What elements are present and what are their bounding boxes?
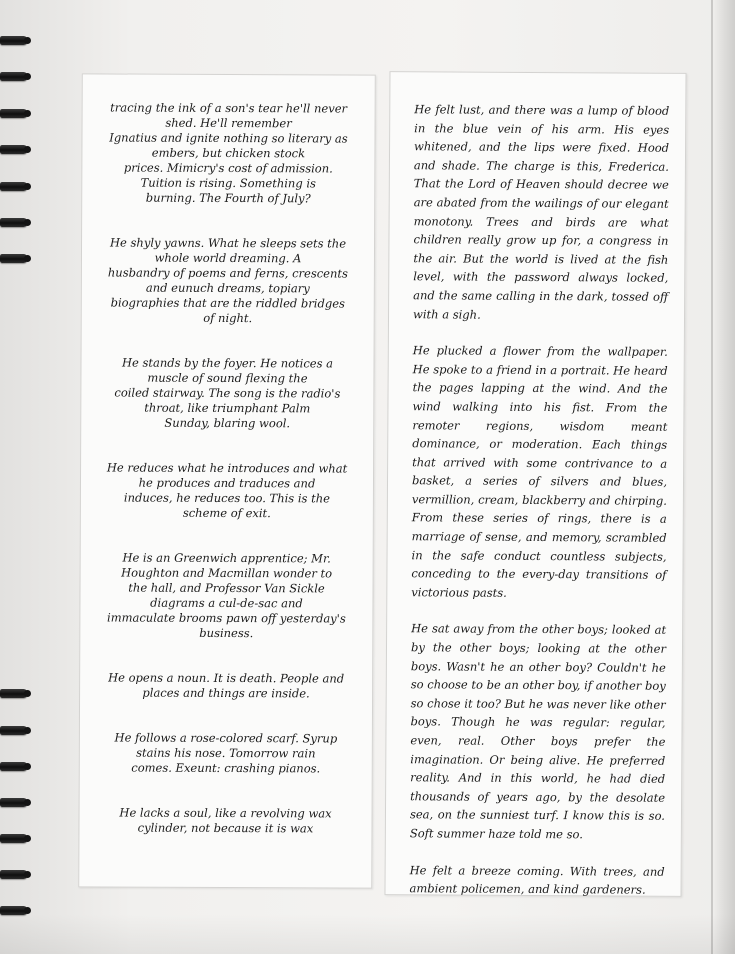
spiral-ring — [0, 218, 28, 227]
poem-line: He shyly yawns. What he sleeps sets the whole world dreaming. A — [110, 235, 347, 266]
spiral-ring — [0, 145, 28, 154]
poem-stanza — [102, 670, 350, 701]
poem-line: comes. Exeunt: crashing pianos. — [131, 760, 321, 776]
poem-stanza — [104, 235, 352, 326]
prose-paragraph: He plucked a flower from the wallpaper. He spoke to a friend in a portrait. He heard the pages lapping at the wind. And the wind walking into his fist. From the remoter regions, wisdom meant dominance, or moderation. Each things that arrived with some contrivance to a basket, a series of silvers and blues, vermillion, cream, blackberry and chirping. From these series of rings, there is a marriage of sense, and memory, scrambled in the safe conduct countless subjects, conceding to the every-day transitions of victorious pasts. — [411, 343, 668, 600]
poem-line: Sunday, blaring wool. — [164, 415, 291, 431]
poem-stanza — [103, 460, 351, 521]
poem-stanza — [102, 550, 350, 641]
left-text-strip — [78, 73, 376, 888]
poem-line: He reduces what he introduces and what he produces and traduces and — [106, 460, 348, 491]
page-bottom-shadow — [0, 914, 735, 954]
spiral-ring — [0, 689, 28, 698]
prose-paragraph: He felt a breeze coming. With trees, and ambient policemen, and kind gardeners. — [409, 862, 665, 897]
left-poem-column — [101, 100, 352, 866]
poem-line: tracing the ink of a son's tear he'll never shed. He'll remember — [110, 100, 348, 131]
poem-line: He opens a noun. It is death. People and places and things are inside. — [108, 670, 345, 701]
poem-line: coiled stairway. The song is the radio's throat, like triumphant Palm — [114, 385, 341, 416]
poem-line: Ignatius and ignite nothing so literary as embers, but chicken stock — [109, 130, 348, 161]
spiral-ring — [0, 254, 28, 263]
spiral-ring — [0, 182, 28, 191]
poem-line: induces, he reduces too. This is the scheme of exit. — [123, 490, 330, 521]
prose-paragraph: He sat away from the other boys; looked at by the other boys; looking at the other boys. Wasn't he an other boy? Couldn't he so choose to be an other boy, if another boy so chose it too? But he was never like other boys. Though he was regular: regular, even, real. Other boys prefer the imagination. Or being alive. He preferred reality. And in this world, he had died thousands of years ago, by the desolate sea, on the sunniest turf. I know this is so. Soft summer haze told me so. — [409, 621, 667, 842]
poem-line: immaculate brooms pawn off yesterday's business. — [106, 610, 346, 641]
poem-line: He lacks a soul, like a revolving wax cylinder, not because it is wax — [119, 805, 332, 836]
spiral-ring — [0, 109, 28, 118]
poem-line: He stands by the foyer. He notices a muscle of sound flexing the — [121, 355, 334, 386]
spiral-ring — [0, 726, 28, 735]
page-stack-edge — [711, 0, 735, 954]
spiral-ring — [0, 762, 28, 771]
prose-paragraph: He felt lust, and there was a lump of blood in the blue vein of his arm. His eyes whitened, and the lips were fixed. Hood and shade. The charge is this, Frederica. That the Lord of Heaven should decree we are abated from the wailings of our elegant monotony. Trees and birds are what children really grow up for, a congress in the air. But the world is lived at the fish level, with the password always locked, and the same calling in the dark, tossed off with a sigh. — [412, 102, 670, 322]
poem-line: the hall, and Professor Van Sickle diagrams a cul-de-sac and — [128, 580, 325, 611]
poem-line: biographies that are the riddled bridges of night. — [110, 295, 345, 326]
right-text-strip — [384, 71, 686, 897]
page-edge-line — [711, 0, 713, 954]
spiral-ring — [0, 870, 28, 879]
poem-line: husbandry of poems and ferns, crescents and eunuch dreams, topiary — [107, 265, 348, 296]
poem-stanza — [101, 805, 349, 836]
spiral-ring — [0, 798, 28, 807]
poem-line: prices. Mimicry's cost of admission. Tuition is rising. Something is — [123, 160, 333, 191]
poem-line: burning. The Fourth of July? — [145, 190, 311, 206]
poem-line: He follows a rose-colored scarf. Syrup stains his nose. Tomorrow rain — [114, 730, 338, 761]
poem-stanza — [103, 355, 351, 431]
poem-stanza — [102, 730, 350, 776]
spiral-ring — [0, 36, 28, 45]
spiral-ring — [0, 72, 28, 81]
right-prose-column — [409, 100, 669, 917]
spiral-ring — [0, 834, 28, 843]
poem-stanza — [104, 100, 352, 206]
poem-line: He is an Greenwich apprentice; Mr. Houghton and Macmillan wonder to — [121, 550, 333, 581]
